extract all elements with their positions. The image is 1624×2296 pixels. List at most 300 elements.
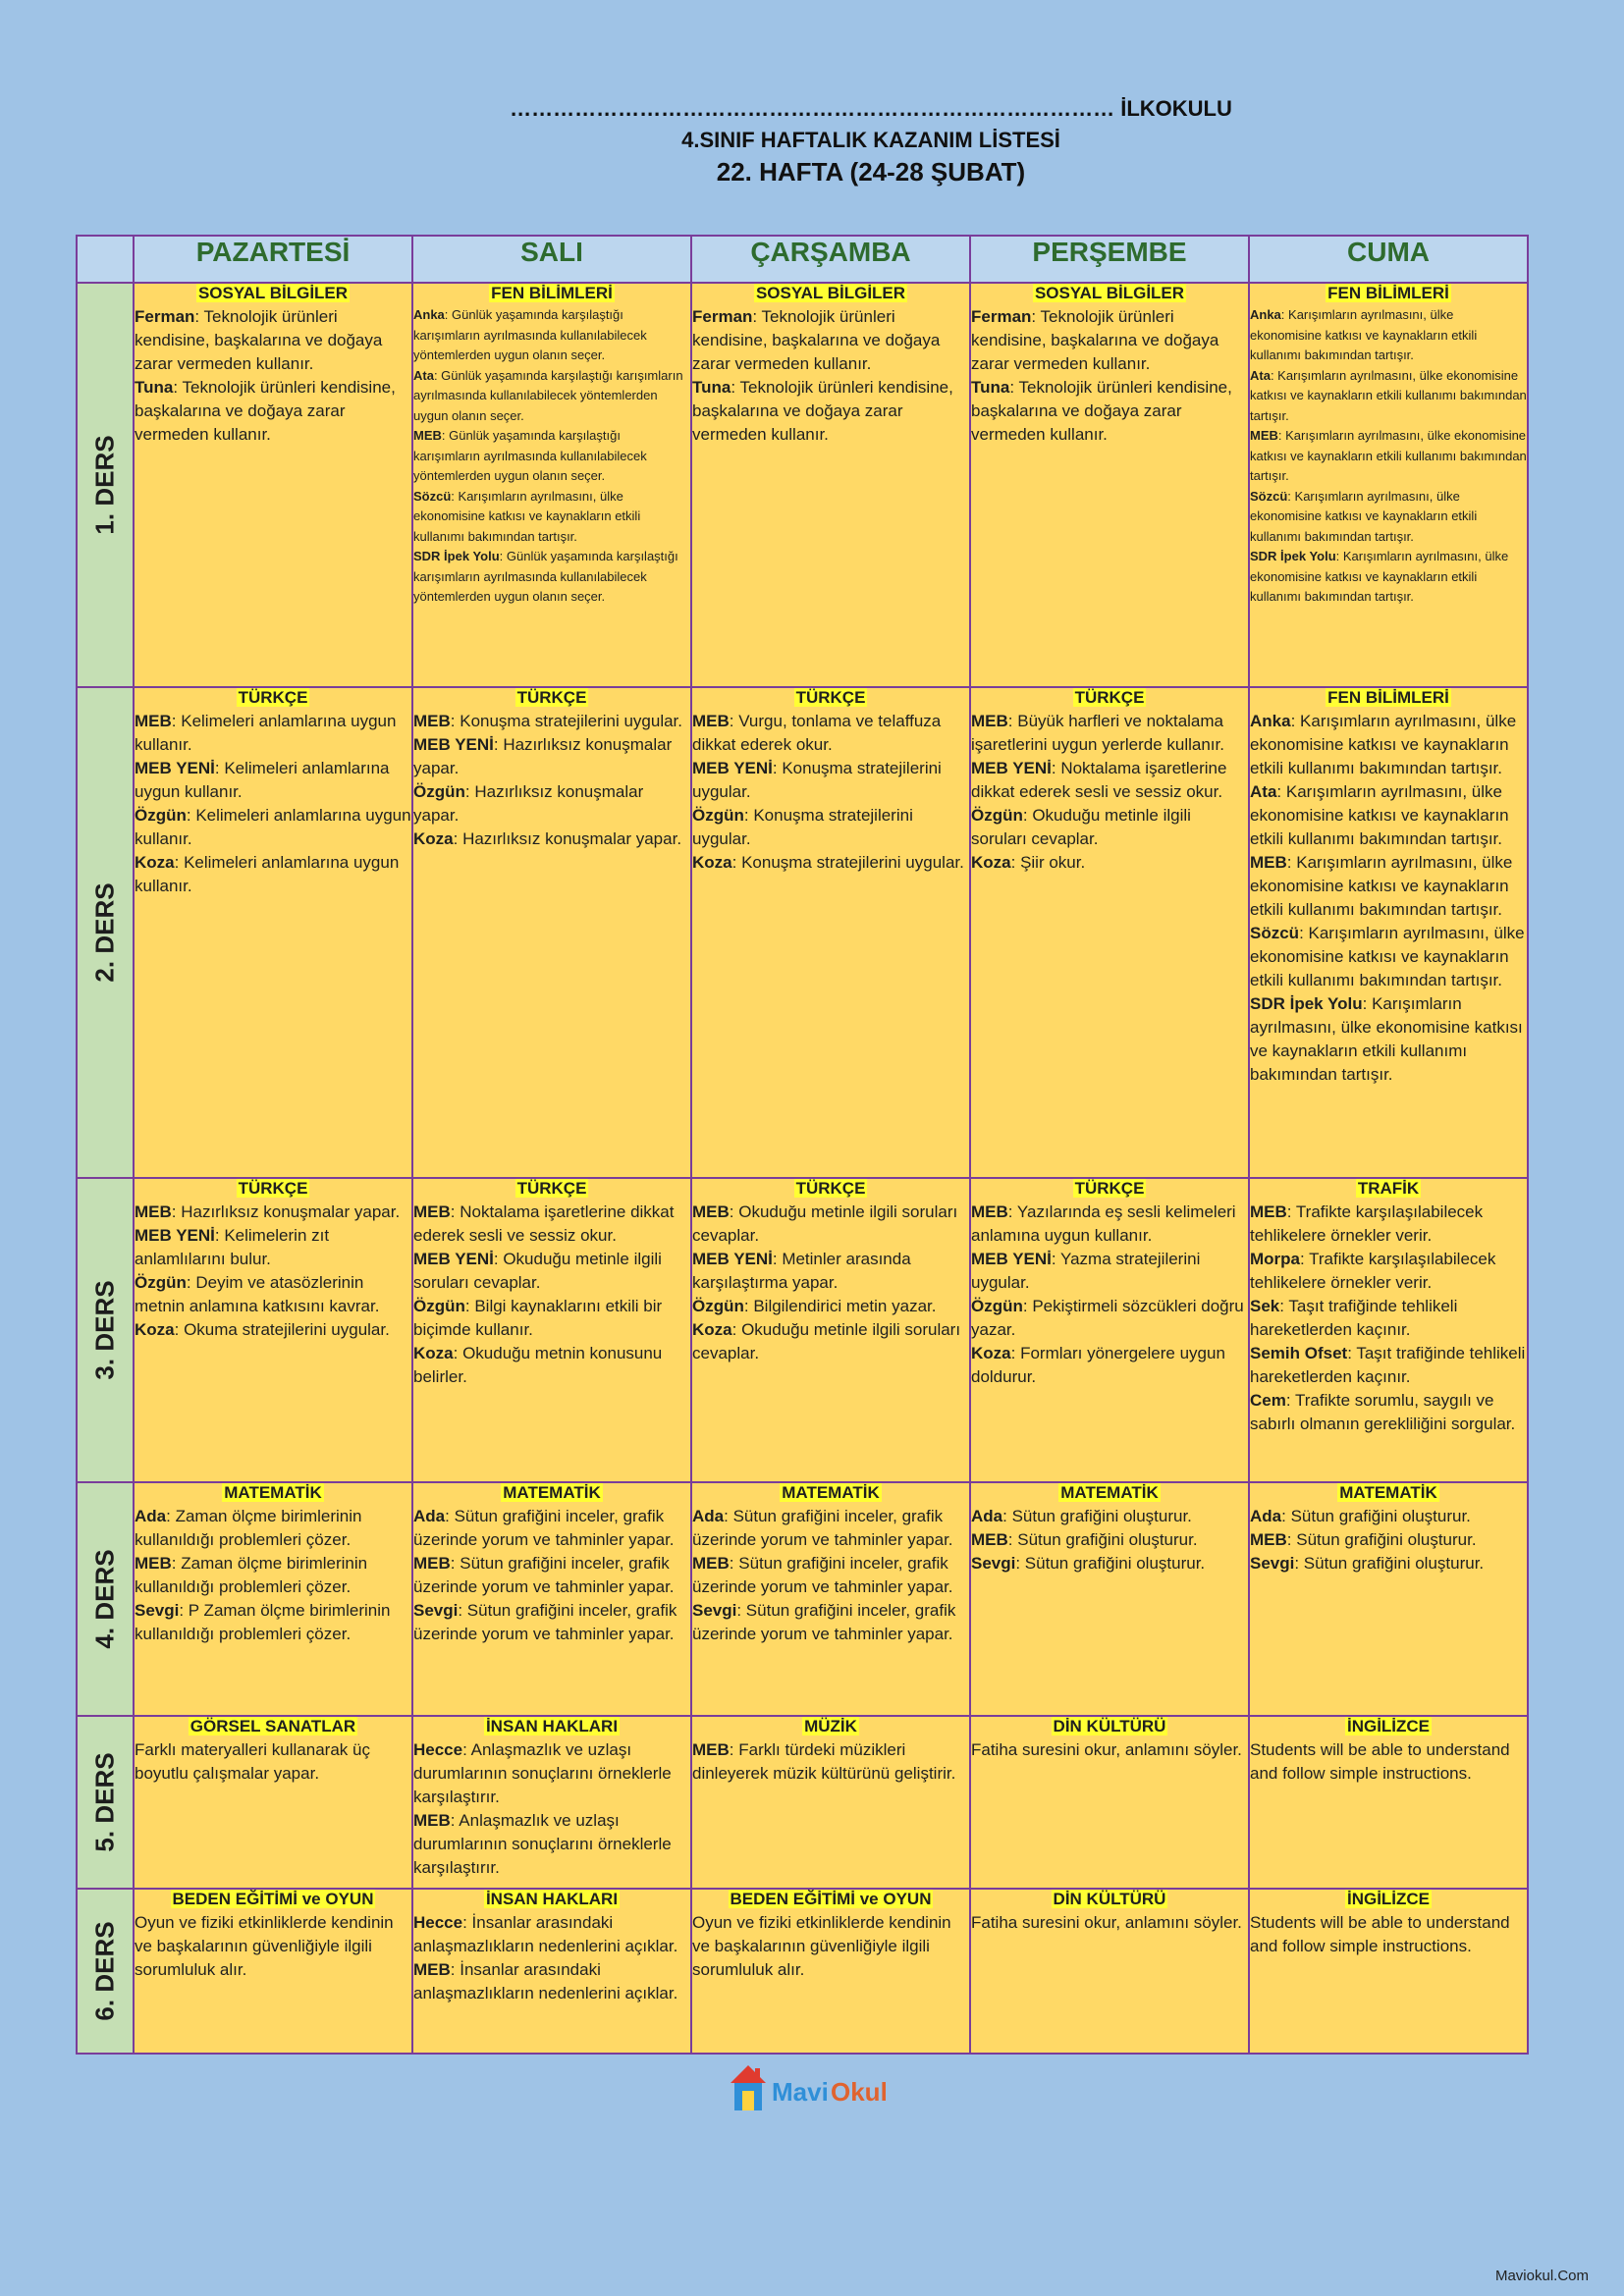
outcome-text: : Trafikte karşılaşılabilecek tehlikelere örnekler verir. <box>1250 1250 1496 1292</box>
subject-label: İNGİLİZCE <box>1346 1890 1431 1908</box>
subject-label: İNSAN HAKLARI <box>485 1890 619 1908</box>
subject-title <box>413 1179 690 1199</box>
outcome-text: : Vurgu, tonlama ve telaffuza dikkat ederek okur. <box>692 712 942 754</box>
publisher-name: MEB <box>1250 853 1287 872</box>
subject-title <box>692 1717 969 1736</box>
subject-title <box>1250 1483 1527 1503</box>
subject-title <box>692 1483 969 1503</box>
subject-label: MATEMATİK <box>1339 1483 1437 1502</box>
outcome-entry <box>135 305 411 376</box>
school-name: ………………………………………………………………………… İLKOKULU <box>510 96 1232 121</box>
publisher-name: Tuna <box>692 378 731 397</box>
outcome-entry <box>971 1505 1248 1528</box>
outcome-text: : Zaman ölçme birimlerinin kullanıldığı problemleri çözer. <box>135 1554 368 1596</box>
publisher-name: MEB <box>692 1202 730 1221</box>
subject-title <box>413 284 690 303</box>
outcome-text: : Formları yönergelere uygun doldurur. <box>971 1344 1225 1386</box>
schedule-cell <box>691 687 970 1178</box>
schedule-cell <box>691 283 970 687</box>
day-header: ÇARŞAMBA <box>691 236 970 283</box>
publisher-name: Hecce <box>413 1913 463 1932</box>
subject-title <box>692 284 969 303</box>
outcome-entry <box>1250 1738 1527 1786</box>
publisher-name: MEB <box>135 712 172 730</box>
outcome-text: Oyun ve fiziki etkinliklerde kendinin ve başkalarının güvenliğiyle ilgili sorumluluk alır. <box>135 1913 394 1979</box>
outcome-text: : Deyim ve atasözlerinin metnin anlamına katkısını kavrar. <box>135 1273 380 1315</box>
publisher-name: MEB <box>135 1202 172 1221</box>
subject-label: BEDEN EĞİTİMİ ve OYUN <box>730 1890 932 1908</box>
outcome-text: : Sütun grafiğini inceler, grafik üzerinde yorum ve tahminler yapar. <box>413 1601 677 1643</box>
subject-title <box>971 1179 1248 1199</box>
schedule-cell <box>1249 1889 1528 2054</box>
schedule-cell <box>691 1482 970 1716</box>
outcome-entry <box>971 1201 1248 1248</box>
outcome-text: : Taşıt trafiğinde tehlikeli hareketlerden kaçınır. <box>1250 1344 1526 1386</box>
subject-label: GÖRSEL SANATLAR <box>189 1717 356 1735</box>
outcome-text: : Karışımların ayrılmasını, ülke ekonomisine katkısı ve kaynakların etkili kullanımı bakımından tartışır. <box>1250 994 1523 1084</box>
outcome-text: : Zaman ölçme birimlerinin kullanıldığı problemleri çözer. <box>135 1507 362 1549</box>
lesson-label: 1. DERS <box>89 435 120 535</box>
outcome-entry <box>413 710 690 733</box>
outcome-text: : Metinler arasında karşılaştırma yapar. <box>692 1250 911 1292</box>
publisher-name: Hecce <box>413 1740 463 1759</box>
outcome-entry <box>135 1599 411 1646</box>
logo-text-mavi: Mavi <box>772 2077 829 2107</box>
outcome-entry <box>971 851 1248 875</box>
outcome-entry <box>971 1295 1248 1342</box>
publisher-name: Koza <box>135 1320 175 1339</box>
outcome-text: : Konuşma stratejilerini uygular. <box>692 806 913 848</box>
outcome-text: Fatiha suresini okur, anlamını söyler. <box>971 1740 1242 1759</box>
outcome-text: : Sütun grafiğini oluşturur. <box>1007 1530 1198 1549</box>
schedule-cell <box>970 1482 1249 1716</box>
publisher-name: MEB <box>413 1554 451 1573</box>
outcome-entry <box>1250 1505 1527 1528</box>
subject-label: İNGİLİZCE <box>1346 1717 1431 1735</box>
outcome-entry <box>135 376 411 447</box>
outcome-text: : Teknolojik ürünleri kendisine, başkalarına ve doğaya zarar vermeden kullanır. <box>971 378 1232 444</box>
outcome-text: : Sütun grafiğini oluşturur. <box>1286 1530 1477 1549</box>
publisher-name: Sözcü <box>1250 924 1300 942</box>
schedule-cell <box>970 1178 1249 1482</box>
outcome-entry <box>135 1318 411 1342</box>
publisher-name: Ada <box>135 1507 167 1525</box>
subject-label: FEN BİLİMLERİ <box>1327 284 1449 302</box>
outcome-entry <box>692 1738 969 1786</box>
publisher-name: Sek <box>1250 1297 1280 1315</box>
outcome-text: : Bilgilendirici metin yazar. <box>743 1297 937 1315</box>
schedule-cell <box>412 687 691 1178</box>
lesson-label: 6. DERS <box>89 1921 120 2021</box>
outcome-text: : Konuşma stratejilerini uygular. <box>450 712 683 730</box>
subject-label: TÜRKÇE <box>516 1179 587 1198</box>
subject-label: TÜRKÇE <box>1074 1179 1145 1198</box>
subject-title <box>971 1483 1248 1503</box>
subject-title <box>692 1890 969 1909</box>
publisher-name: Ferman <box>135 307 195 326</box>
lesson-label-cell <box>77 283 134 687</box>
schedule-cell <box>691 1178 970 1482</box>
subject-label: SOSYAL BİLGİLER <box>1034 284 1185 302</box>
lesson-label-cell <box>77 1716 134 1889</box>
outcome-text: : Sütun grafiğini oluşturur. <box>1294 1554 1485 1573</box>
outcome-entry <box>1250 1552 1527 1575</box>
outcome-entry <box>1250 426 1527 487</box>
outcome-text: : Anlaşmazlık ve uzlaşı durumlarının sonuçlarını örneklerle karşılaştırır. <box>413 1811 672 1877</box>
publisher-name: Ferman <box>971 307 1032 326</box>
outcome-text: : Kelimeleri anlamlarına uygun kullanır. <box>135 806 411 848</box>
publisher-name: MEB YENİ <box>971 1250 1052 1268</box>
outcome-entry <box>971 1552 1248 1575</box>
publisher-name: SDR İpek Yolu <box>1250 994 1363 1013</box>
outcome-entry <box>413 1599 690 1646</box>
outcome-entry <box>413 1505 690 1552</box>
lesson-row <box>77 1889 1528 2054</box>
subject-title <box>135 1717 411 1736</box>
outcome-entry <box>135 1505 411 1552</box>
publisher-name: Tuna <box>135 378 174 397</box>
subject-title <box>1250 284 1527 303</box>
outcome-entry <box>135 1911 411 1982</box>
publisher-name: Koza <box>413 829 454 848</box>
publisher-name: Sevgi <box>413 1601 459 1620</box>
outcome-entry <box>413 366 690 427</box>
outcome-entry <box>1250 710 1527 780</box>
outcome-text: : Karışımların ayrılmasını, ülke ekonomisine katkısı ve kaynakların etkili kullanımı bakımından tartışır. <box>1250 488 1478 544</box>
outcome-text: : Okuduğu metnin konusunu belirler. <box>413 1344 663 1386</box>
schedule-cell <box>1249 1716 1528 1889</box>
publisher-name: Tuna <box>971 378 1010 397</box>
outcome-text: : Hazırlıksız konuşmalar yapar. <box>413 735 673 777</box>
lesson-label-cell <box>77 1889 134 2054</box>
outcome-text: : Okuduğu metinle ilgili soruları cevaplar. <box>692 1320 961 1362</box>
outcome-text: : Anlaşmazlık ve uzlaşı durumlarının sonuçlarını örneklerle karşılaştırır. <box>413 1740 672 1806</box>
outcome-entry <box>1250 547 1527 608</box>
outcome-text: : Karışımların ayrılmasını, ülke ekonomisine katkısı ve kaynakların etkili kullanımı bakımından tartışır. <box>1250 924 1525 989</box>
publisher-name: MEB <box>413 428 442 443</box>
subject-label: MATEMATİK <box>503 1483 601 1502</box>
schedule-cell <box>1249 1178 1528 1482</box>
outcome-entry <box>413 780 690 828</box>
publisher-name: Ada <box>413 1507 446 1525</box>
outcome-entry <box>1250 780 1527 851</box>
subject-title <box>692 1179 969 1199</box>
outcome-entry <box>135 757 411 804</box>
publisher-name: Özgün <box>413 782 465 801</box>
subject-label: MATEMATİK <box>782 1483 880 1502</box>
outcome-entry <box>692 1911 969 1982</box>
subject-label: TÜRKÇE <box>1074 688 1145 707</box>
subject-label: MATEMATİK <box>224 1483 322 1502</box>
publisher-name: Özgün <box>135 1273 187 1292</box>
outcome-text: Students will be able to understand and follow simple instructions. <box>1250 1740 1510 1783</box>
schedule-cell <box>134 1178 412 1482</box>
subject-label: BEDEN EĞİTİMİ ve OYUN <box>172 1890 374 1908</box>
outcome-entry <box>692 1552 969 1599</box>
outcome-entry <box>413 547 690 608</box>
subject-label: DİN KÜLTÜRÜ <box>1053 1890 1166 1908</box>
outcome-entry <box>971 804 1248 851</box>
footer-site: Maviokul.Com <box>1494 2268 1589 2284</box>
outcome-entry <box>1250 305 1527 366</box>
outcome-text: : Günlük yaşamında karşılaştığı karışımların ayrılmasında kullanılabilecek yöntemlerden uygun olanın seçer. <box>413 307 647 362</box>
lesson-label-cell <box>77 1178 134 1482</box>
subject-label: TÜRKÇE <box>238 1179 308 1198</box>
outcome-entry <box>692 1295 969 1318</box>
outcome-text: : P Zaman ölçme birimlerinin kullanıldığı problemleri çözer. <box>135 1601 391 1643</box>
publisher-name: Koza <box>135 853 175 872</box>
outcome-entry <box>135 851 411 898</box>
subject-label: SOSYAL BİLGİLER <box>755 284 906 302</box>
outcome-entry <box>971 1738 1248 1762</box>
outcome-text: : Günlük yaşamında karşılaştığı karışımların ayrılmasında kullanılabilecek yöntemlerden uygun olanın seçer. <box>413 549 678 604</box>
outcome-entry <box>1250 1248 1527 1295</box>
schedule-cell <box>1249 283 1528 687</box>
outcome-entry <box>413 1552 690 1599</box>
subject-title <box>1250 1890 1527 1909</box>
outcome-entry <box>692 1201 969 1248</box>
subject-label: MÜZİK <box>804 1717 857 1735</box>
subject-label: TRAFİK <box>1357 1179 1420 1198</box>
lesson-label: 4. DERS <box>89 1549 120 1649</box>
week-title: 22. HAFTA (24-28 ŞUBAT) <box>716 157 1026 187</box>
publisher-name: Sözcü <box>413 488 452 504</box>
publisher-name: Ada <box>971 1507 1003 1525</box>
outcome-entry <box>971 376 1248 447</box>
outcome-text: : Okuma stratejilerini uygular. <box>174 1320 390 1339</box>
outcome-entry <box>692 376 969 447</box>
publisher-name: MEB YENİ <box>135 759 215 777</box>
outcome-text: : Okuduğu metinle ilgili soruları cevaplar. <box>692 1202 958 1245</box>
outcome-text: : Sütun grafiğini inceler, grafik üzerinde yorum ve tahminler yapar. <box>692 1601 956 1643</box>
subject-title <box>1250 1179 1527 1199</box>
day-header-row <box>77 236 1528 283</box>
publisher-name: Koza <box>692 1320 732 1339</box>
subject-title <box>135 284 411 303</box>
subject-title <box>1250 1717 1527 1736</box>
outcome-entry <box>692 305 969 376</box>
outcome-entry <box>413 828 690 851</box>
outcome-text: : Kelimeleri anlamlarına uygun kullanır. <box>135 759 390 801</box>
subject-label: FEN BİLİMLERİ <box>1327 688 1449 707</box>
lesson-row <box>77 1482 1528 1716</box>
outcome-text: : Karışımların ayrılmasını, ülke ekonomisine katkısı ve kaynakların etkili kullanımı bakımından tartışır. <box>1250 712 1517 777</box>
publisher-name: MEB <box>1250 1202 1287 1221</box>
schedule-cell <box>970 1889 1249 2054</box>
outcome-text: : Konuşma stratejilerini uygular. <box>731 853 964 872</box>
publisher-name: Sevgi <box>1250 1554 1295 1573</box>
schedule-cell <box>970 687 1249 1178</box>
subject-label: MATEMATİK <box>1060 1483 1159 1502</box>
subject-label: TÜRKÇE <box>795 1179 866 1198</box>
outcome-text: : Karışımların ayrılmasını, ülke ekonomisine katkısı ve kaynakların etkili kullanımı bakımından tartışır. <box>413 488 641 544</box>
outcome-entry <box>135 710 411 757</box>
schedule-cell <box>412 1482 691 1716</box>
outcome-entry <box>413 1248 690 1295</box>
outcome-text: : Noktalama işaretlerine dikkat ederek sesli ve sessiz okur. <box>413 1202 675 1245</box>
publisher-name: Ata <box>413 367 434 383</box>
outcome-entry <box>971 305 1248 376</box>
subject-title <box>971 688 1248 708</box>
outcome-text: : Hazırlıksız konuşmalar yapar. <box>171 1202 401 1221</box>
outcome-entry <box>971 1911 1248 1935</box>
publisher-name: Özgün <box>971 806 1023 825</box>
subject-label: İNSAN HAKLARI <box>485 1717 619 1735</box>
subject-title <box>135 1483 411 1503</box>
publisher-name: Koza <box>971 1344 1011 1362</box>
outcome-entry <box>1250 851 1527 922</box>
outcome-text: : Teknolojik ürünleri kendisine, başkalarına ve doğaya zarar vermeden kullanır. <box>971 307 1219 373</box>
lesson-label: 2. DERS <box>89 882 120 983</box>
subject-label: SOSYAL BİLGİLER <box>197 284 349 302</box>
schedule-cell <box>1249 687 1528 1178</box>
publisher-name: Cem <box>1250 1391 1286 1410</box>
outcome-text: : Kelimeleri anlamlarına uygun kullanır. <box>135 712 397 754</box>
schedule-cell <box>134 1482 412 1716</box>
logo-text-okul: Okul <box>831 2077 888 2107</box>
publisher-name: Ada <box>692 1507 725 1525</box>
outcome-entry <box>413 1958 690 2005</box>
outcome-entry <box>1250 1295 1527 1342</box>
outcome-entry <box>413 426 690 487</box>
publisher-name: MEB <box>413 1202 451 1221</box>
day-header: CUMA <box>1249 236 1528 283</box>
outcome-entry <box>692 757 969 804</box>
day-header: SALI <box>412 236 691 283</box>
outcome-text: : Büyük harfleri ve noktalama işaretlerini uygun yerlerde kullanır. <box>971 712 1224 754</box>
list-title: 4.SINIF HAFTALIK KAZANIM LİSTESİ <box>681 128 1060 152</box>
outcome-text: : Kelimeleri anlamlarına uygun kullanır. <box>135 853 400 895</box>
outcome-entry <box>413 1911 690 1958</box>
outcome-entry <box>1250 1911 1527 1958</box>
outcome-entry <box>1250 366 1527 427</box>
outcome-entry <box>971 1528 1248 1552</box>
publisher-name: Semih Ofset <box>1250 1344 1348 1362</box>
publisher-name: Özgün <box>692 1297 744 1315</box>
lesson-label-cell <box>77 687 134 1178</box>
publisher-name: Koza <box>971 853 1011 872</box>
schedule-cell <box>970 283 1249 687</box>
outcome-entry <box>971 710 1248 757</box>
outcome-entry <box>692 804 969 851</box>
publisher-name: MEB <box>413 1960 451 1979</box>
schedule-cell <box>691 1716 970 1889</box>
outcome-entry <box>135 1552 411 1599</box>
outcome-entry <box>1250 487 1527 548</box>
corner-cell <box>77 236 134 283</box>
outcome-entry <box>1250 1528 1527 1552</box>
outcome-text: : Trafikte sorumlu, saygılı ve sabırlı olmanın gerekliliğini sorgular. <box>1250 1391 1516 1433</box>
subject-title <box>135 688 411 708</box>
publisher-name: MEB <box>1250 1530 1287 1549</box>
outcome-text: : Pekiştirmeli sözcükleri doğru yazar. <box>971 1297 1244 1339</box>
lesson-row <box>77 283 1528 687</box>
outcome-text: : Sütun grafiğini inceler, grafik üzerinde yorum ve tahminler yapar. <box>692 1507 953 1549</box>
schedule-cell <box>134 1889 412 2054</box>
outcome-entry <box>692 1599 969 1646</box>
outcome-text: : Günlük yaşamında karşılaştığı karışımların ayrılmasında kullanılabilecek yöntemlerden uygun olanın seçer. <box>413 367 683 423</box>
schedule-cell <box>412 1178 691 1482</box>
outcome-text: : İnsanlar arasındaki anlaşmazlıkların nedenlerini açıklar. <box>413 1913 678 1955</box>
outcome-text: : Sütun grafiğini inceler, grafik üzerinde yorum ve tahminler yapar. <box>413 1554 675 1596</box>
subject-label: TÜRKÇE <box>516 688 587 707</box>
schedule-cell <box>412 1889 691 2054</box>
day-header: PAZARTESİ <box>134 236 412 283</box>
publisher-name: MEB YENİ <box>413 735 494 754</box>
outcome-text: Oyun ve fiziki etkinliklerde kendinin ve başkalarının güvenliğiyle ilgili sorumluluk alır. <box>692 1913 951 1979</box>
outcome-text: : Yazma stratejilerini uygular. <box>971 1250 1201 1292</box>
outcome-entry <box>413 1738 690 1809</box>
subject-title <box>413 1890 690 1909</box>
subject-label: TÜRKÇE <box>238 688 308 707</box>
publisher-name: MEB <box>692 1554 730 1573</box>
publisher-name: Anka <box>1250 307 1281 322</box>
schedule-cell <box>412 1716 691 1889</box>
outcome-text: : Teknolojik ürünleri kendisine, başkalarına ve doğaya zarar vermeden kullanır. <box>135 378 396 444</box>
outcome-text: Students will be able to understand and follow simple instructions. <box>1250 1913 1510 1955</box>
outcome-text: Farklı materyalleri kullanarak üç boyutlu çalışmalar yapar. <box>135 1740 370 1783</box>
publisher-name: Sevgi <box>135 1601 180 1620</box>
outcome-text: : Karışımların ayrılmasını, ülke ekonomisine katkısı ve kaynakların etkili kullanımı bakımından tartışır. <box>1250 307 1478 362</box>
outcome-entry <box>692 1248 969 1295</box>
publisher-name: Ata <box>1250 367 1271 383</box>
outcome-entry <box>413 1295 690 1342</box>
publisher-name: MEB YENİ <box>692 1250 773 1268</box>
publisher-name: SDR İpek Yolu <box>1250 549 1336 563</box>
house-icon <box>731 2065 766 2083</box>
outcome-entry <box>971 757 1248 804</box>
publisher-name: MEB <box>692 712 730 730</box>
outcome-entry <box>1250 1201 1527 1248</box>
outcome-entry <box>135 1201 411 1224</box>
outcome-text: : Noktalama işaretlerine dikkat ederek sesli ve sessiz okur. <box>971 759 1227 801</box>
publisher-name: Ferman <box>692 307 753 326</box>
publisher-name: Anka <box>1250 712 1291 730</box>
outcome-text: : Trafikte karşılaşılabilecek tehlikelere örnekler verir. <box>1250 1202 1484 1245</box>
schedule-cell <box>134 283 412 687</box>
schedule-cell <box>134 687 412 1178</box>
outcome-text: : Okuduğu metinle ilgili soruları cevaplar. <box>413 1250 662 1292</box>
publisher-name: MEB YENİ <box>692 759 773 777</box>
schedule-table <box>76 235 1529 2055</box>
publisher-name: MEB <box>971 712 1008 730</box>
outcome-text: : Yazılarında eş sesli kelimeleri anlamına uygun kullanır. <box>971 1202 1236 1245</box>
schedule-cell <box>691 1889 970 2054</box>
schedule-cell <box>134 1716 412 1889</box>
subject-title <box>971 284 1248 303</box>
outcome-text: : Karışımların ayrılmasını, ülke ekonomisine katkısı ve kaynakların etkili kullanımı bakımından tartışır. <box>1250 549 1509 604</box>
outcome-entry <box>1250 1389 1527 1436</box>
lesson-label-cell <box>77 1482 134 1716</box>
publisher-name: Özgün <box>413 1297 465 1315</box>
outcome-text: : Teknolojik ürünleri kendisine, başkalarına ve doğaya zarar vermeden kullanır. <box>692 307 941 373</box>
outcome-entry <box>1250 992 1527 1087</box>
outcome-text: : Karışımların ayrılmasını, ülke ekonomisine katkısı ve kaynakların etkili kullanımı bakımından tartışır. <box>1250 428 1527 483</box>
outcome-text: : Karışımların ayrılmasını, ülke ekonomisine katkısı ve kaynakların etkili kullanımı bakımından tartışır. <box>1250 367 1527 423</box>
outcome-text: : Hazırlıksız konuşmalar yapar. <box>453 829 682 848</box>
outcome-entry <box>1250 922 1527 992</box>
subject-title <box>135 1890 411 1909</box>
publisher-name: MEB YENİ <box>135 1226 215 1245</box>
outcome-entry <box>692 710 969 757</box>
outcome-entry <box>135 1738 411 1786</box>
subject-title <box>1250 688 1527 708</box>
outcome-text: : Sütun grafiğini inceler, grafik üzerinde yorum ve tahminler yapar. <box>692 1554 953 1596</box>
subject-title <box>692 688 969 708</box>
outcome-text: : İnsanlar arasındaki anlaşmazlıkların nedenlerini açıklar. <box>413 1960 678 2002</box>
outcome-entry <box>413 487 690 548</box>
subject-label: FEN BİLİMLERİ <box>491 284 613 302</box>
